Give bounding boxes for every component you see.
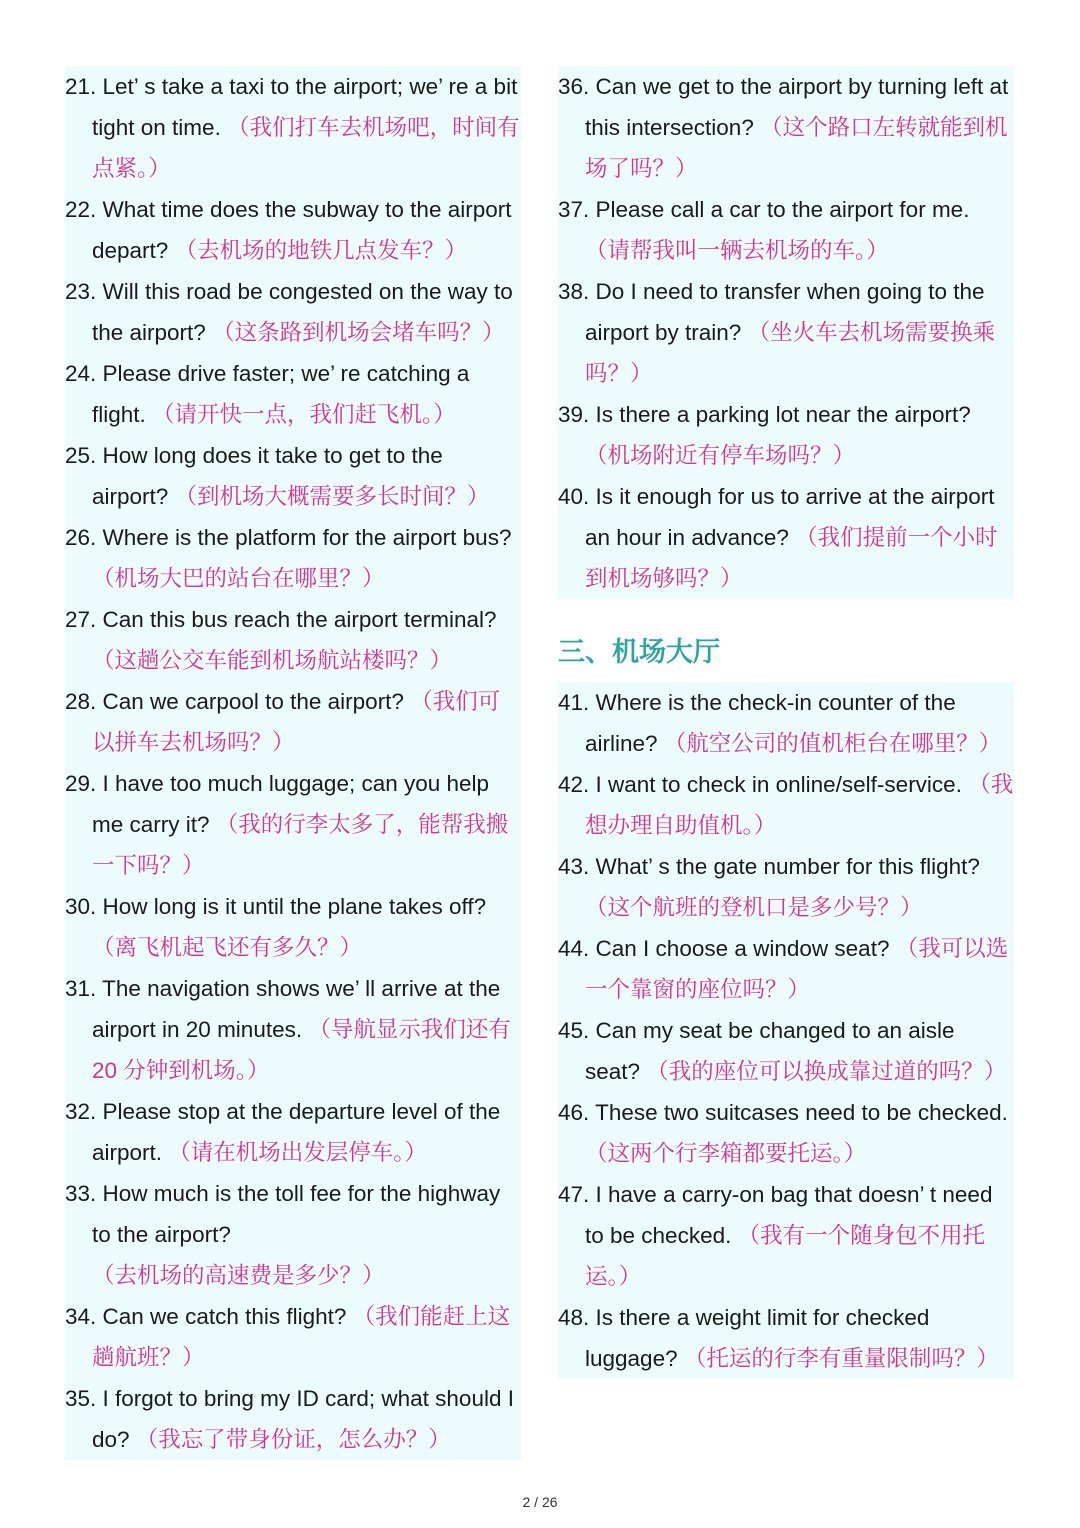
phrase-item: [558, 1092, 1014, 1174]
chinese-translation: （我们提前一个小时到机场够吗？）: [585, 525, 998, 591]
english-sentence: 23. Will this road be congested on the way to the airport?: [65, 279, 513, 345]
phrase-item: [558, 1297, 1014, 1379]
chinese-translation: （导航显示我们还有 20 分钟到机场。）: [92, 1017, 511, 1083]
chinese-translation: （我们可以拼车去机场吗？）: [92, 689, 501, 755]
chinese-translation: （机场附近有停车场吗？）: [585, 443, 856, 468]
chinese-translation: （去机场的地铁几点发车？）: [174, 238, 468, 263]
english-sentence: 25. How long does it take to get to the airport?: [65, 443, 443, 509]
phrase-item: [65, 189, 521, 271]
phrase-item: [65, 66, 521, 189]
right-column-bottom: [558, 682, 1014, 1379]
chinese-translation: （我忘了带身份证，怎么办？）: [135, 1427, 451, 1452]
phrase-item: [558, 682, 1014, 764]
english-sentence: 27. Can this bus reach the airport terminal?: [65, 607, 497, 632]
english-sentence: 34. Can we catch this flight?: [65, 1304, 353, 1329]
chinese-translation: （这两个行李箱都要托运。）: [585, 1141, 867, 1166]
phrase-item: [65, 271, 521, 353]
phrase-item: [65, 763, 521, 886]
english-sentence: 35. I forgot to bring my ID card; what should I do?: [65, 1386, 514, 1452]
english-sentence: 21. Let’ s take a taxi to the airport; we’ re a bit tight on time.: [65, 74, 518, 140]
phrase-item: [65, 886, 521, 968]
chinese-translation: （我的座位可以换成靠过道的吗？）: [646, 1059, 1007, 1084]
section-heading: 三、机场大厅: [558, 637, 720, 667]
phrase-item: [558, 271, 1014, 394]
chinese-translation: （到机场大概需要多长时间？）: [174, 484, 490, 509]
english-sentence: 36. Can we get to the airport by turning left at this intersection?: [558, 74, 1009, 140]
chinese-translation: （机场大巴的站台在哪里？）: [92, 566, 385, 591]
english-sentence: 48. Is there a weight limit for checked luggage?: [558, 1305, 930, 1371]
phrase-item: [558, 394, 1014, 476]
phrase-item: [558, 1010, 1014, 1092]
phrase-item: [558, 764, 1014, 846]
english-sentence: 38. Do I need to transfer when going to the airport by train?: [558, 279, 985, 345]
phrase-item: [65, 435, 521, 517]
english-sentence: 40. Is it enough for us to arrive at the airport an hour in advance?: [558, 484, 995, 550]
english-sentence: 29. I have too much luggage; can you help me carry it?: [65, 771, 490, 837]
chinese-translation: （我有一个随身包不用托运。）: [585, 1223, 986, 1289]
chinese-translation: （去机场的高速费是多少？）: [92, 1263, 385, 1288]
chinese-translation: （这趟公交车能到机场航站楼吗？）: [92, 648, 453, 673]
phrase-item: [65, 1296, 521, 1378]
chinese-translation: （航空公司的值机柜台在哪里？）: [663, 731, 1002, 756]
phrase-item: [65, 1378, 521, 1460]
english-sentence: 33. How much is the toll fee for the highway to the airport?: [65, 1181, 501, 1247]
phrase-item: [65, 353, 521, 435]
chinese-translation: （请在机场出发层停车。）: [168, 1140, 428, 1165]
phrase-item: [558, 476, 1014, 599]
phrase-item: [558, 928, 1014, 1010]
english-sentence: 44. Can I choose a window seat?: [558, 936, 896, 961]
phrase-item: [558, 189, 1014, 271]
english-sentence: 31. The navigation shows we’ ll arrive at the airport in 20 minutes.: [65, 976, 501, 1042]
chinese-translation: （请帮我叫一辆去机场的车。）: [585, 238, 889, 263]
english-sentence: 41. Where is the check-in counter of the airline?: [558, 690, 956, 756]
english-sentence: 47. I have a carry-on bag that doesn’ t need to be checked.: [558, 1182, 993, 1248]
english-sentence: 26. Where is the platform for the airport bus?: [65, 525, 512, 550]
english-sentence: 37. Please call a car to the airport for me.: [558, 197, 970, 222]
chinese-translation: （我想办理自助值机。）: [585, 772, 1014, 838]
phrase-item: [558, 846, 1014, 928]
english-sentence: 22. What time does the subway to the airport depart?: [65, 197, 512, 263]
english-sentence: 46. These two suitcases need to be checked.: [558, 1100, 1008, 1125]
english-sentence: 39. Is there a parking lot near the airport?: [558, 402, 971, 427]
phrase-item: [65, 599, 521, 681]
phrase-item: [65, 681, 521, 763]
chinese-translation: （我们能赶上这趟航班？）: [92, 1304, 511, 1370]
page-number: 2 / 26: [522, 1494, 558, 1510]
phrase-item: [558, 66, 1014, 189]
left-column: [65, 66, 521, 1460]
phrase-item: [558, 1174, 1014, 1297]
phrase-item: [65, 1173, 521, 1296]
chinese-translation: （坐火车去机场需要换乘吗？）: [585, 320, 996, 386]
chinese-translation: （我可以选一个靠窗的座位吗？）: [585, 936, 1009, 1002]
english-sentence: 42. I want to check in online/self-service.: [558, 772, 969, 797]
phrase-item: [65, 1091, 521, 1173]
english-sentence: 30. How long is it until the plane takes off?: [65, 894, 487, 919]
english-sentence: 45. Can my seat be changed to an aisle seat?: [558, 1018, 955, 1084]
chinese-translation: （离飞机起飞还有多久？）: [92, 935, 363, 960]
chinese-translation: （托运的行李有重量限制吗？）: [683, 1346, 999, 1371]
chinese-translation: （这条路到机场会堵车吗？）: [212, 320, 505, 345]
right-column-top: [558, 66, 1014, 599]
chinese-translation: （请开快一点，我们赶飞机。）: [152, 402, 456, 427]
english-sentence: 24. Please drive faster; we’ re catching a flight.: [65, 361, 470, 427]
phrase-item: [65, 968, 521, 1091]
chinese-translation: （这个路口左转就能到机场了吗？）: [585, 115, 1008, 181]
english-sentence: 32. Please stop at the departure level of the airport.: [65, 1099, 501, 1165]
chinese-translation: （这个航班的登机口是多少号？）: [585, 895, 923, 920]
phrase-item: [65, 517, 521, 599]
chinese-translation: （我的行李太多了，能帮我搬一下吗？）: [92, 812, 509, 878]
chinese-translation: （我们打车去机场吧，时间有点紧。）: [92, 115, 520, 181]
english-sentence: 43. What’ s the gate number for this flight?: [558, 854, 980, 879]
english-sentence: 28. Can we carpool to the airport?: [65, 689, 411, 714]
